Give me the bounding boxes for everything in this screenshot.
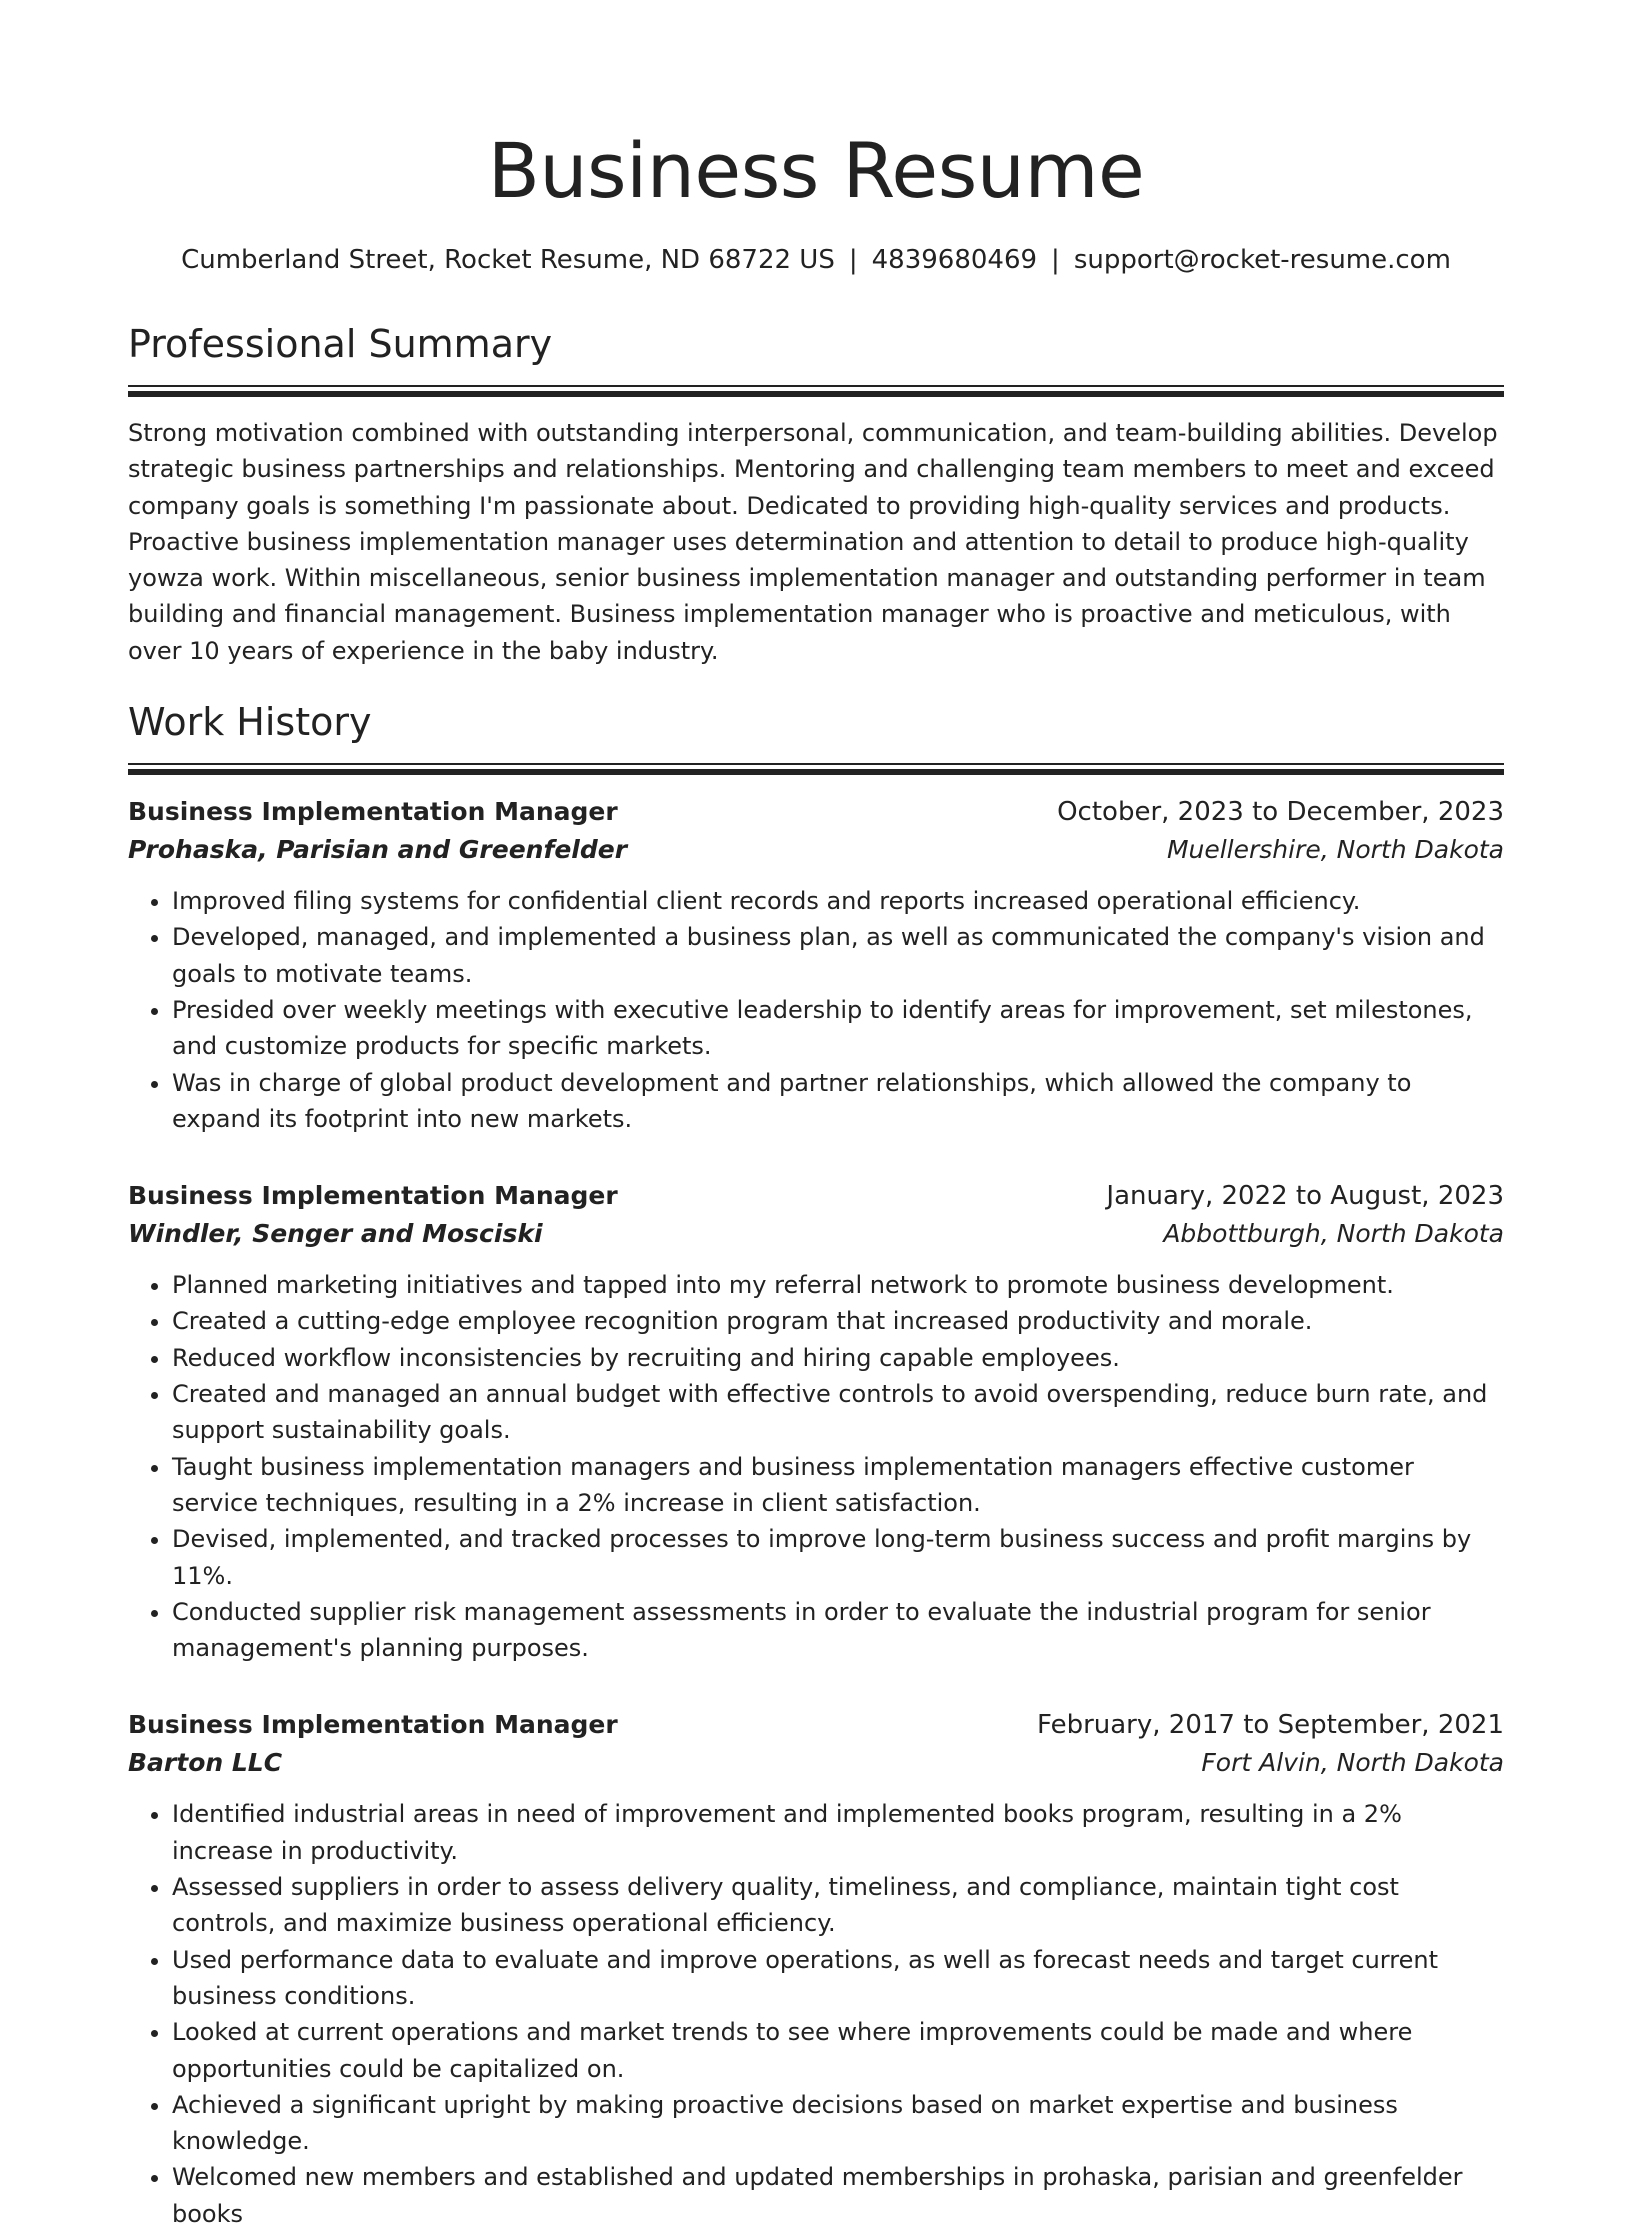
job-title: Business Implementation Manager <box>128 1710 618 1740</box>
work-history-section <box>128 697 1504 2232</box>
contact-phone: 4839680469 <box>871 245 1038 275</box>
section-divider <box>128 763 1504 765</box>
job-bullet: • Achieved a significant upright by making proactive decisions based on market expertise and business knowledge. <box>172 2087 1504 2160</box>
job-bullet: • Was in charge of global product development and partner relationships, which allowed the company to expand its footprint into new markets. <box>172 1065 1504 1138</box>
job-company-row <box>128 831 1504 869</box>
job-bullet: • Planned marketing initiatives and tapped into my referral network to promote business development. <box>172 1267 1504 1303</box>
contact-separator: | <box>1051 245 1060 275</box>
job-header-row <box>128 1706 1504 1744</box>
professional-summary-section <box>128 319 1504 669</box>
job-dates: January, 2022 to August, 2023 <box>1106 1181 1504 1212</box>
job-dates: October, 2023 to December, 2023 <box>1057 797 1504 828</box>
job-company: Barton LLC <box>128 1748 283 1778</box>
contact-line <box>128 243 1504 277</box>
job-location: Muellershire, North Dakota <box>1166 835 1504 865</box>
job-bullets <box>128 1796 1504 2232</box>
job-bullet: • Reduced workflow inconsistencies by recruiting and hiring capable employees. <box>172 1340 1504 1376</box>
job-company: Prohaska, Parisian and Greenfelder <box>128 835 628 865</box>
section-title-work: Work History <box>128 700 372 745</box>
job-company-row <box>128 1215 1504 1253</box>
job-title: Business Implementation Manager <box>128 797 618 827</box>
job-bullet: • Conducted supplier risk management assessments in order to evaluate the industrial program for senior management's planning purposes. <box>172 1594 1504 1667</box>
job-bullet: • Used performance data to evaluate and improve operations, as well as forecast needs and target current business conditions. <box>172 1942 1504 2015</box>
job-entry <box>128 793 1504 1137</box>
section-title-summary: Professional Summary <box>128 322 553 366</box>
job-bullet: • Assessed suppliers in order to assess delivery quality, timeliness, and compliance, maintain tight cost controls, and maximize business operational efficiency. <box>172 1869 1504 1942</box>
job-bullet: • Devised, implemented, and tracked processes to improve long-term business success and profit margins by 11%. <box>172 1521 1504 1594</box>
contact-email: support@rocket-resume.com <box>1073 245 1451 275</box>
job-header-row <box>128 1177 1504 1215</box>
job-bullet: • Improved filing systems for confidential client records and reports increased operational efficiency. <box>172 883 1504 919</box>
section-divider <box>128 385 1504 387</box>
job-bullet: • Looked at current operations and market trends to see where improvements could be made and where opportunities could be capitalized on. <box>172 2014 1504 2087</box>
job-company: Windler, Senger and Mosciski <box>128 1219 543 1249</box>
job-header-row <box>128 793 1504 831</box>
summary-text: Strong motivation combined with outstanding interpersonal, communication, and team-building abilities. Develop strategic business partnerships and relationships. Mentoring and challenging team members to meet and exceed company goals is something I'm passionate about. Dedicated to providing high-quality services and products. Proactive business implementation manager uses determination and attention to detail to produce high-quality yowza work. Within miscellaneous, senior business implementation manager and outstanding performer in team building and financial management. Business implementation manager who is proactive and meticulous, with over 10 years of experience in the baby industry. <box>128 419 1498 665</box>
job-bullet: • Presided over weekly meetings with executive leadership to identify areas for improvement, set milestones, and customize products for specific markets. <box>172 992 1504 1065</box>
job-company-row <box>128 1744 1504 1782</box>
job-location: Fort Alvin, North Dakota <box>1201 1748 1504 1778</box>
job-dates: February, 2017 to September, 2021 <box>1037 1710 1504 1741</box>
job-bullet: • Created a cutting-edge employee recognition program that increased productivity and morale. <box>172 1303 1504 1339</box>
job-entry <box>128 1706 1504 2232</box>
job-bullets <box>128 1267 1504 1666</box>
resume-name: Business Resume <box>487 126 1145 215</box>
job-title: Business Implementation Manager <box>128 1181 618 1211</box>
contact-address: Cumberland Street, Rocket Resume, ND 68722 US <box>181 245 835 275</box>
job-entry <box>128 1177 1504 1666</box>
job-bullet: • Created and managed an annual budget with effective controls to avoid overspending, reduce burn rate, and support sustainability goals. <box>172 1376 1504 1449</box>
job-location: Abbottburgh, North Dakota <box>1163 1219 1504 1249</box>
job-bullet: • Welcomed new members and established and updated memberships in prohaska, parisian and greenfelder books <box>172 2159 1504 2232</box>
job-bullet: • Identified industrial areas in need of improvement and implemented books program, resulting in a 2% increase in productivity. <box>172 1796 1504 1869</box>
job-bullet: • Taught business implementation managers and business implementation managers effective customer service techniques, resulting in a 2% increase in client satisfaction. <box>172 1449 1504 1522</box>
contact-separator: | <box>848 245 858 275</box>
job-bullet: • Developed, managed, and implemented a business plan, as well as communicated the company's vision and goals to motivate teams. <box>172 919 1504 992</box>
job-bullets <box>128 883 1504 1137</box>
